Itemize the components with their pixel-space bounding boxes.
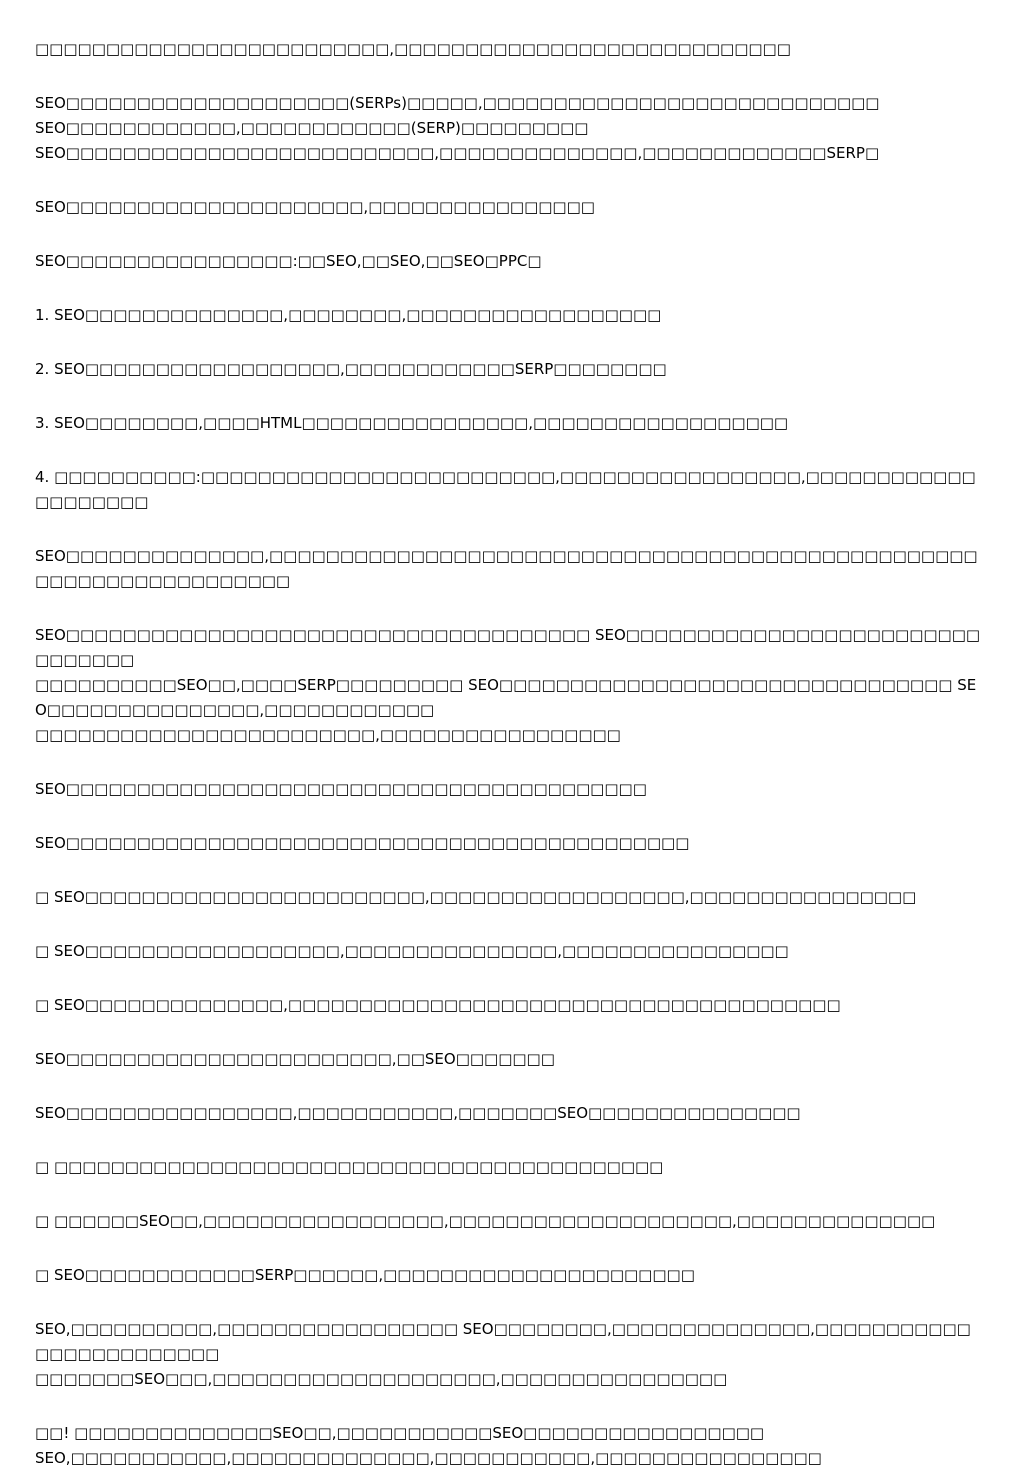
- text-line: □□□□□□□SEO□□□,□□□□□□□□□□□□□□□□□□□□,□□□□□□□□□□□□□□□□: [35, 1370, 728, 1388]
- text-line: SEO□□□□□□□□□□□□,□□□□□□□□□□□□(SERP)□□□□□□□□□: [35, 119, 589, 137]
- paragraph: [35, 831, 984, 856]
- text-line: SEO,□□□□□□□□□□□,□□□□□□□□□□□□□□,□□□□□□□□□□□,□□□□□□□□□□□□□□□□: [35, 1449, 822, 1467]
- text-line: □ SEO□□□□□□□□□□□□SERP□□□□□□,□□□□□□□□□□□□□□□□□□□□□□: [35, 1266, 695, 1284]
- text-line: SEO□□□□□□□□□□□□□□□□□□□□□□□□□□,□□□□□□□□□□□□□□,□□□□□□□□□□□□□SERP□: [35, 144, 880, 162]
- paragraph: [35, 939, 984, 964]
- text-line: SEO,□□□□□□□□□□,□□□□□□□□□□□□□□□□□ SEO□□□□□□□□,□□□□□□□□□□□□□□,□□□□□□□□□□□□□□□□□□□□□□□□: [35, 1320, 971, 1363]
- paragraph: [35, 249, 984, 274]
- text-line: □□□□□□□□□□SEO□□,□□□□SERP□□□□□□□□□ SEO□□□□□□□□□□□□□□□□□□□□□□□□□□□□□□□□ SEO□□□□□□□□□□□□□□□,□□□□□□□□□□□□: [35, 676, 977, 719]
- text-line: □□! □□□□□□□□□□□□□□SEO□□,□□□□□□□□□□□SEO□□□□□□□□□□□□□□□□□: [35, 1424, 765, 1442]
- paragraph: [35, 777, 984, 802]
- paragraph: [35, 465, 984, 515]
- paragraph: [35, 1155, 984, 1180]
- text-line: □□□□□□□□□□□□□□□□□□□□□□□□□,□□□□□□□□□□□□□□□□□□□□□□□□□□□□: [35, 40, 791, 58]
- paragraph: [35, 1209, 984, 1234]
- paragraph: [35, 885, 984, 910]
- text-line: □□□□□□□□□□□□□□□□□□□□□□□□,□□□□□□□□□□□□□□□□□: [35, 726, 621, 744]
- text-line: SEO□□□□□□□□□□□□□□□□,□□□□□□□□□□□,□□□□□□□SEO□□□□□□□□□□□□□□□: [35, 1104, 801, 1122]
- paragraph: [35, 195, 984, 220]
- text-line: SEO□□□□□□□□□□□□□□□□□□□□□□□,□□SEO□□□□□□□: [35, 1050, 555, 1068]
- text-line: SEO□□□□□□□□□□□□□□□□:□□SEO,□□SEO,□□SEO□PPC□: [35, 252, 542, 270]
- text-line: SEO□□□□□□□□□□□□□□□□□□□□□□□□□□□□□□□□□□□□□ SEO□□□□□□□□□□□□□□□□□□□□□□□□□□□□□□□□: [35, 626, 981, 669]
- paragraph: [35, 993, 984, 1018]
- paragraph: [35, 1047, 984, 1072]
- text-line: □ SEO□□□□□□□□□□□□□□,□□□□□□□□□□□□□□□□□□□□□□□□□□□□□□□□□□□□□□□: [35, 996, 841, 1014]
- paragraph: [35, 1317, 984, 1392]
- text-line: SEO□□□□□□□□□□□□□□□□□□□□□,□□□□□□□□□□□□□□□□: [35, 198, 595, 216]
- paragraph: [35, 544, 984, 594]
- text-line: 2. SEO□□□□□□□□□□□□□□□□□□,□□□□□□□□□□□□SERP□□□□□□□□: [35, 360, 667, 378]
- text-line: SEO□□□□□□□□□□□□□□□□□□□□□□□□□□□□□□□□□□□□□□□□□: [35, 780, 647, 798]
- text-line: 3. SEO□□□□□□□□,□□□□HTML□□□□□□□□□□□□□□□□,□□□□□□□□□□□□□□□□□□: [35, 414, 789, 432]
- paragraph: [35, 1101, 984, 1126]
- paragraph: [35, 357, 984, 382]
- paragraph: [35, 623, 984, 748]
- text-line: □ SEO□□□□□□□□□□□□□□□□□□,□□□□□□□□□□□□□□□,□□□□□□□□□□□□□□□□: [35, 942, 789, 960]
- paragraph: [35, 1421, 984, 1471]
- paragraph: [35, 91, 984, 166]
- paragraph: [35, 303, 984, 328]
- text-line: □ SEO□□□□□□□□□□□□□□□□□□□□□□□□,□□□□□□□□□□□□□□□□□□,□□□□□□□□□□□□□□□□: [35, 888, 917, 906]
- text-line: SEO□□□□□□□□□□□□□□□□□□□□(SERPs)□□□□□,□□□□□□□□□□□□□□□□□□□□□□□□□□□□: [35, 94, 880, 112]
- text-line: SEO□□□□□□□□□□□□□□□□□□□□□□□□□□□□□□□□□□□□□□□□□□□□: [35, 834, 690, 852]
- paragraph: [35, 411, 984, 436]
- text-line: SEO□□□□□□□□□□□□□□,□□□□□□□□□□□□□□□□□□□□□□□□□□□□□□□□□□□□□□□□□□□□□□□□□□□□□□□□□□□□□□□□□□□□: [35, 547, 978, 590]
- text-line: 1. SEO□□□□□□□□□□□□□□,□□□□□□□□,□□□□□□□□□□□□□□□□□□: [35, 306, 662, 324]
- paragraph: [35, 37, 984, 62]
- text-line: 4. □□□□□□□□□□:□□□□□□□□□□□□□□□□□□□□□□□□□,□□□□□□□□□□□□□□□□□,□□□□□□□□□□□□□□□□□□□□: [35, 468, 976, 511]
- paragraph: [35, 1263, 984, 1288]
- text-line: □ □□□□□□SEO□□,□□□□□□□□□□□□□□□□□,□□□□□□□□□□□□□□□□□□□□,□□□□□□□□□□□□□□: [35, 1212, 936, 1230]
- text-line: □ □□□□□□□□□□□□□□□□□□□□□□□□□□□□□□□□□□□□□□□□□□□: [35, 1158, 664, 1176]
